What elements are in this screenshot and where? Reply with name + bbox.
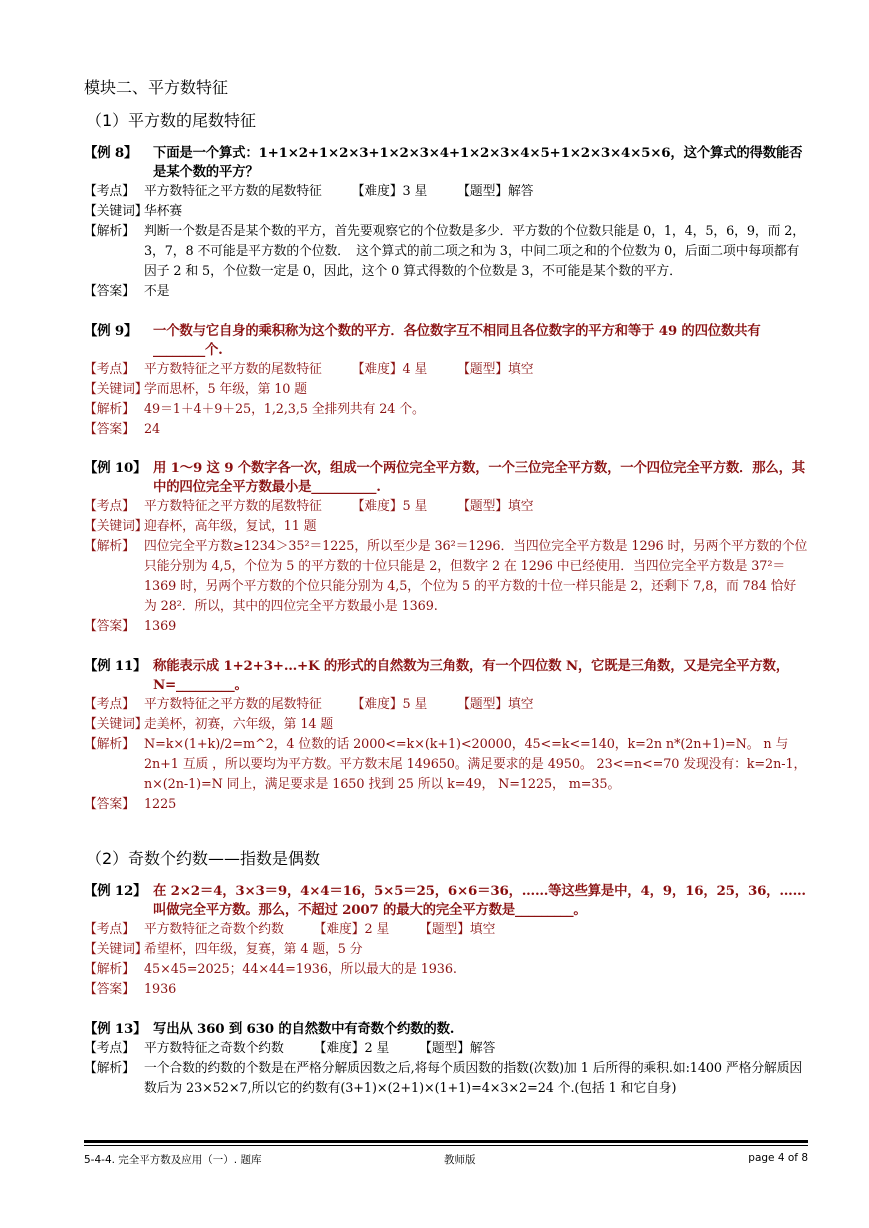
difficulty-value: 5 星: [402, 499, 428, 514]
difficulty-value: 2 星: [364, 922, 390, 937]
question-text: 称能表示成 1+2+3+…+K 的形式的自然数为三角数，有一个四位数 N，它既是三角数，又是完全平方数，N=_________。: [153, 658, 789, 693]
section-number: （1）: [86, 111, 129, 130]
difficulty-label: 【难度】: [351, 697, 403, 712]
analysis-label: 【解析】: [84, 539, 135, 554]
keywords-text: 学而思杯，5 年级，第 10 题: [144, 382, 307, 397]
answer-row: [84, 617, 808, 637]
analysis-row: [84, 537, 808, 617]
answer-label: 【答案】: [84, 982, 135, 997]
analysis-label: 【解析】: [84, 224, 135, 239]
keywords-text: 迎春杯，高年级，复试，11 题: [144, 519, 317, 534]
difficulty-label: 【难度】: [313, 1041, 365, 1056]
analysis-row: [84, 400, 808, 420]
answer-text: 不是: [144, 284, 170, 299]
example-11: [84, 657, 808, 815]
analysis-label: 【解析】: [84, 402, 135, 417]
example-tag: 【例 12】: [84, 883, 147, 899]
analysis-text: 49＝1＋4＋9＋25，1,2,3,5 全排列共有 24 个。: [144, 402, 425, 417]
type-label: 【题型】: [419, 922, 470, 937]
footer-page-number: page 4 of 8: [748, 1152, 808, 1164]
page-footer: [84, 1140, 808, 1170]
example-9: [84, 322, 808, 440]
example-question: [84, 657, 808, 695]
section-heading-1: [86, 111, 808, 131]
module-title: 模块二、平方数特征: [84, 78, 229, 97]
difficulty-label: 【难度】: [313, 922, 365, 937]
kaodian-label: 【考点】: [84, 184, 135, 199]
example-tag: 【例 13】: [84, 1021, 147, 1037]
keywords-text: 希望杯，四年级，复赛，第 4 题，5 分: [144, 942, 363, 957]
section-heading-2: [86, 849, 808, 869]
analysis-row: [84, 735, 808, 795]
kaodian-text: 平方数特征之平方数的尾数特征: [144, 697, 322, 712]
question-text: 在 2×2＝4，3×3＝9，4×4＝16，5×5＝25，6×6＝36，……等这些算是中，4，9，16，25，36，……叫做完全平方数。那么，不超过 2007 的最大的完全平方数是_________。: [153, 883, 806, 918]
kaodian-row: [84, 920, 808, 940]
type-label: 【题型】: [457, 697, 509, 712]
example-question: [84, 459, 808, 497]
analysis-row: [84, 1059, 808, 1099]
analysis-row: [84, 960, 808, 980]
question-text: 写出从 360 到 630 的自然数中有奇数个约数的数.: [153, 1021, 455, 1037]
type-value: 填空: [508, 362, 534, 377]
analysis-text: 45×45=2025；44×44=1936，所以最大的是 1936.: [144, 962, 457, 977]
analysis-text: N=k×(1+k)/2=m^2，4 位数的话 2000<=k×(k+1)<20000，45<=k<=140，k=2n n*(2n+1)=N。 n 与 2n+1 互质 ，所以要均为平方数。平方数末尾 149650。满足要求的是 4950。 23<=n<=70 发现没有：k=2n-1，n×(2n-1)=N 同上，满足要求是 1650 找到 25 所以 k=49， N=1225， m=35。: [144, 737, 807, 792]
question-text: 下面是一个算式：1+1×2+1×2×3+1×2×3×4+1×2×3×4×5+1×2×3×4×5×6，这个算式的得数能否是某个数的平方？: [153, 145, 803, 180]
answer-row: [84, 795, 808, 815]
footer-doc-title: 5-4-4. 完全平方数及应用（一）. 题库: [84, 1154, 262, 1166]
analysis-text: 一个合数的约数的个数是在严格分解质因数之后,将每个质因数的指数(次数)加 1 后所得的乘积.如:1400 严格分解质因数后为 23×52×7,所以它的约数有(3+1)×(2+1)×(1+1)=4×3×2=24 个.(包括 1 和它自身): [144, 1061, 803, 1096]
type-value: 解答: [469, 1041, 496, 1056]
keywords-text: 华杯赛: [144, 204, 183, 219]
type-label: 【题型】: [457, 184, 509, 199]
example-10: [84, 459, 808, 637]
type-value: 填空: [469, 922, 496, 937]
kaodian-text: 平方数特征之平方数的尾数特征: [144, 184, 322, 199]
keywords-label: 【关键词】: [84, 519, 148, 534]
type-value: 解答: [508, 184, 534, 199]
example-tag: 【例 10】: [84, 460, 147, 476]
difficulty-value: 2 星: [364, 1041, 390, 1056]
footer-edition: 教师版: [444, 1154, 476, 1166]
example-tag: 【例 8】: [84, 145, 138, 161]
section-title: 奇数个约数——指数是偶数: [128, 849, 321, 868]
type-label: 【题型】: [457, 362, 509, 377]
footer-rule-thin: [84, 1145, 808, 1146]
keywords-label: 【关键词】: [84, 942, 148, 957]
section-title: 平方数的尾数特征: [128, 111, 257, 130]
analysis-row: [84, 222, 808, 282]
kaodian-text: 平方数特征之平方数的尾数特征: [144, 362, 322, 377]
answer-text: 1936: [144, 982, 177, 997]
kaodian-label: 【考点】: [84, 362, 135, 377]
section-number: （2）: [86, 849, 129, 868]
answer-label: 【答案】: [84, 284, 135, 299]
keywords-label: 【关键词】: [84, 382, 148, 397]
answer-row: [84, 420, 808, 440]
type-label: 【题型】: [419, 1041, 470, 1056]
example-tag: 【例 11】: [84, 658, 147, 674]
keywords-row: [84, 940, 808, 960]
analysis-text: 判断一个数是否是某个数的平方，首先要观察它的个位数是多少．平方数的个位数只能是 0，1，4，5，6，9，而 2，3，7，8 不可能是平方数的个位数． 这个算式的前二项之和为 3，中间二项之和的个位数为 0，后面二项中每项都有因子 2 和 5，个位数一定是 0，因此，这个 0 算式得数的个位数是 3，不可能是某个数的平方．: [144, 224, 805, 279]
type-label: 【题型】: [457, 499, 509, 514]
kaodian-text: 平方数特征之奇数个约数: [144, 1041, 284, 1056]
keywords-row: [84, 715, 808, 735]
kaodian-label: 【考点】: [84, 499, 135, 514]
answer-label: 【答案】: [84, 619, 135, 634]
keywords-row: [84, 517, 808, 537]
kaodian-row: [84, 182, 808, 202]
example-tag: 【例 9】: [84, 323, 138, 339]
kaodian-label: 【考点】: [84, 922, 135, 937]
difficulty-value: 5 星: [402, 697, 428, 712]
keywords-label: 【关键词】: [84, 204, 148, 219]
keywords-row: [84, 380, 808, 400]
question-text: 用 1～9 这 9 个数字各一次，组成一个两位完全平方数，一个三位完全平方数，一个四位完全平方数．那么，其中的四位完全平方数最小是__________.: [153, 460, 805, 495]
answer-text: 24: [144, 422, 161, 437]
example-12: [84, 882, 808, 1000]
difficulty-value: 3 星: [402, 184, 428, 199]
keywords-text: 走美杯，初赛，六年级，第 14 题: [144, 717, 334, 732]
type-value: 填空: [508, 499, 534, 514]
example-question: [84, 1020, 808, 1039]
kaodian-text: 平方数特征之平方数的尾数特征: [144, 499, 322, 514]
difficulty-value: 4 星: [402, 362, 428, 377]
answer-text: 1225: [144, 797, 177, 812]
question-text: 一个数与它自身的乘积称为这个数的平方．各位数字互不相同且各位数字的平方和等于 49 的四位数共有________个.: [153, 323, 761, 358]
analysis-label: 【解析】: [84, 737, 135, 752]
kaodian-text: 平方数特征之奇数个约数: [144, 922, 284, 937]
kaodian-label: 【考点】: [84, 697, 135, 712]
example-question: [84, 144, 808, 182]
kaodian-label: 【考点】: [84, 1041, 135, 1056]
document-page: [84, 78, 808, 1119]
difficulty-label: 【难度】: [351, 184, 403, 199]
analysis-label: 【解析】: [84, 1061, 135, 1076]
example-13: [84, 1020, 808, 1099]
keywords-row: [84, 202, 808, 222]
difficulty-label: 【难度】: [351, 362, 403, 377]
footer-text: [84, 1152, 808, 1170]
difficulty-label: 【难度】: [351, 499, 403, 514]
answer-label: 【答案】: [84, 422, 135, 437]
answer-text: 1369: [144, 619, 177, 634]
type-value: 填空: [508, 697, 534, 712]
keywords-label: 【关键词】: [84, 717, 148, 732]
kaodian-row: [84, 497, 808, 517]
kaodian-row: [84, 1039, 808, 1059]
analysis-text: 四位完全平方数≥1234＞35²＝1225，所以至少是 36²＝1296．当四位完全平方数是 1296 时，另两个平方数的个位只能分别为 4,5，个位为 5 的平方数的十位只能是 2，但数字 2 在 1296 中已经使用．当四位完全平方数是 37²＝1369 时，另两个平方数的个位只能分别为 4,5，个位为 5 的平方数的十位一样只能是 2，还剩下 7,8，而 784 恰好为 28²．所以，其中的四位完全平方数最小是 1369.: [144, 539, 808, 614]
answer-label: 【答案】: [84, 797, 135, 812]
answer-row: [84, 980, 808, 1000]
answer-row: [84, 282, 808, 302]
example-8: [84, 144, 808, 302]
example-question: [84, 322, 808, 360]
analysis-label: 【解析】: [84, 962, 135, 977]
kaodian-row: [84, 695, 808, 715]
example-question: [84, 882, 808, 920]
footer-rule-thick: [84, 1140, 808, 1143]
kaodian-row: [84, 360, 808, 380]
